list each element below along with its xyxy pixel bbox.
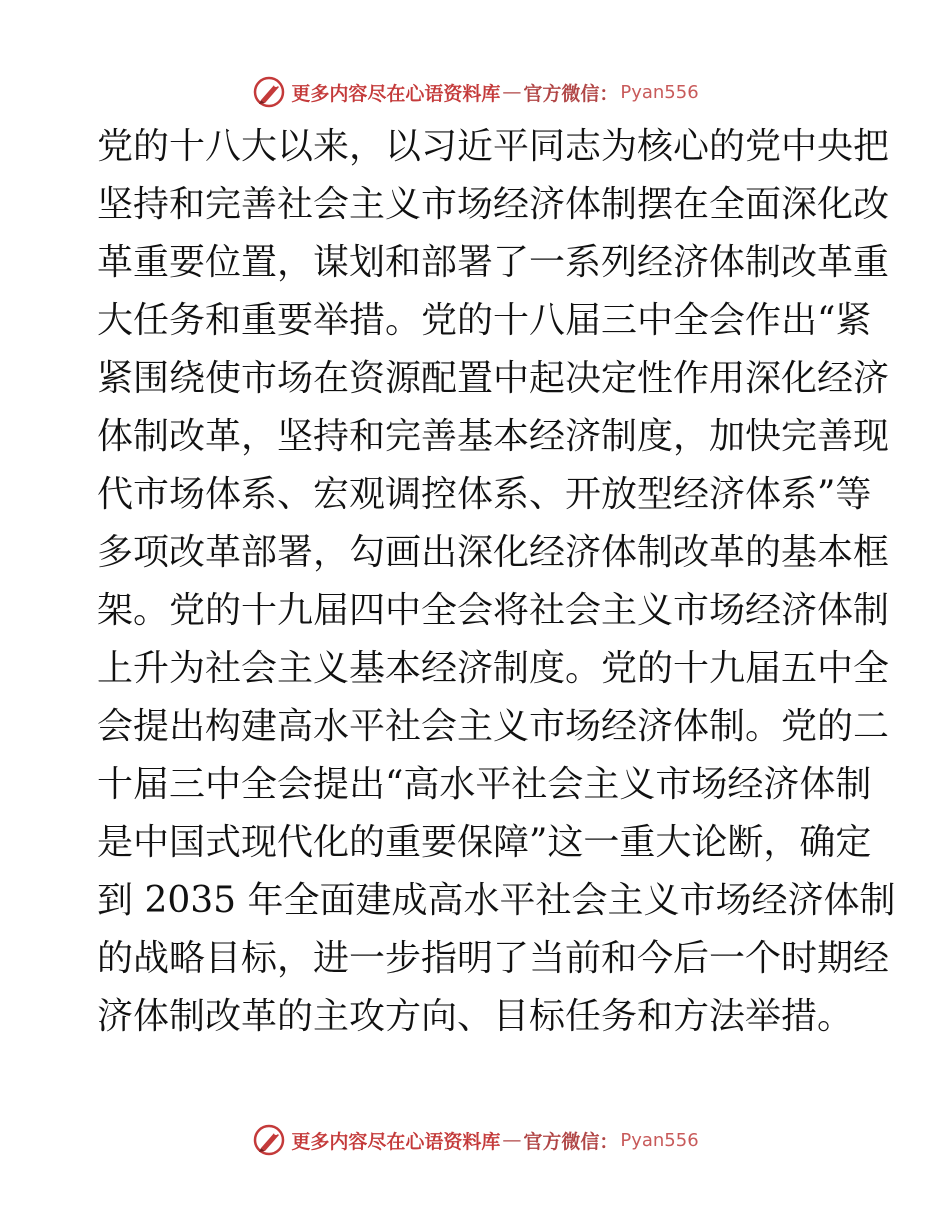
footer-watermark: [0, 1120, 950, 1160]
body-line: 多项改革部署，勾画出深化经济体制改革的基本框: [97, 532, 890, 573]
body-line: 体制改革，坚持和完善基本经济制度，加快完善现: [97, 416, 890, 457]
body-line: 紧围绕使市场在资源配置中起决定性作用深化经济: [97, 358, 890, 399]
watermark-text: [291, 79, 698, 106]
document-body: [97, 118, 896, 1046]
watermark-separator: —: [502, 1129, 522, 1151]
body-line: 是中国式现代化的重要保障”这一重大论断，确定: [97, 822, 872, 863]
body-line: 十届三中全会提出“高水平社会主义市场经济体制: [97, 764, 872, 805]
body-line: 会提出构建高水平社会主义市场经济体制。党的二: [97, 706, 890, 747]
body-line: 济体制改革的主攻方向、目标任务和方法举措。: [97, 996, 854, 1037]
body-line: 代市场体系、宏观调控体系、开放型经济体系”等: [97, 474, 872, 515]
watermark-main: 更多内容尽在心语资料库: [291, 82, 501, 105]
watermark-main: 更多内容尽在心语资料库: [291, 1130, 501, 1153]
watermark-label: 官方微信：: [523, 82, 619, 105]
body-line: 架。党的十九届四中全会将社会主义市场经济体制: [97, 590, 890, 631]
body-line: 坚持和完善社会主义市场经济体制摆在全面深化改: [97, 184, 890, 225]
header-watermark: [0, 72, 950, 112]
body-line: 革重要位置，谋划和部署了一系列经济体制改革重: [97, 242, 890, 283]
watermark-id: Pyan556: [620, 1129, 699, 1151]
body-line: 大任务和重要举措。党的十八届三中全会作出“紧: [97, 300, 872, 341]
body-line: 的战略目标，进一步指明了当前和今后一个时期经: [97, 938, 890, 979]
watermark-text: [291, 1127, 698, 1154]
pen-logo-icon: [251, 74, 287, 110]
pen-logo-icon: [251, 1122, 287, 1158]
watermark-separator: —: [502, 81, 522, 103]
body-line: 党的十八大以来，以习近平同志为核心的党中央把: [97, 126, 890, 167]
watermark-label: 官方微信：: [523, 1130, 619, 1153]
body-line: 到 2035 年全面建成高水平社会主义市场经济体制: [97, 880, 896, 921]
body-line: 上升为社会主义基本经济制度。党的十九届五中全: [97, 648, 890, 689]
watermark-id: Pyan556: [620, 81, 699, 103]
